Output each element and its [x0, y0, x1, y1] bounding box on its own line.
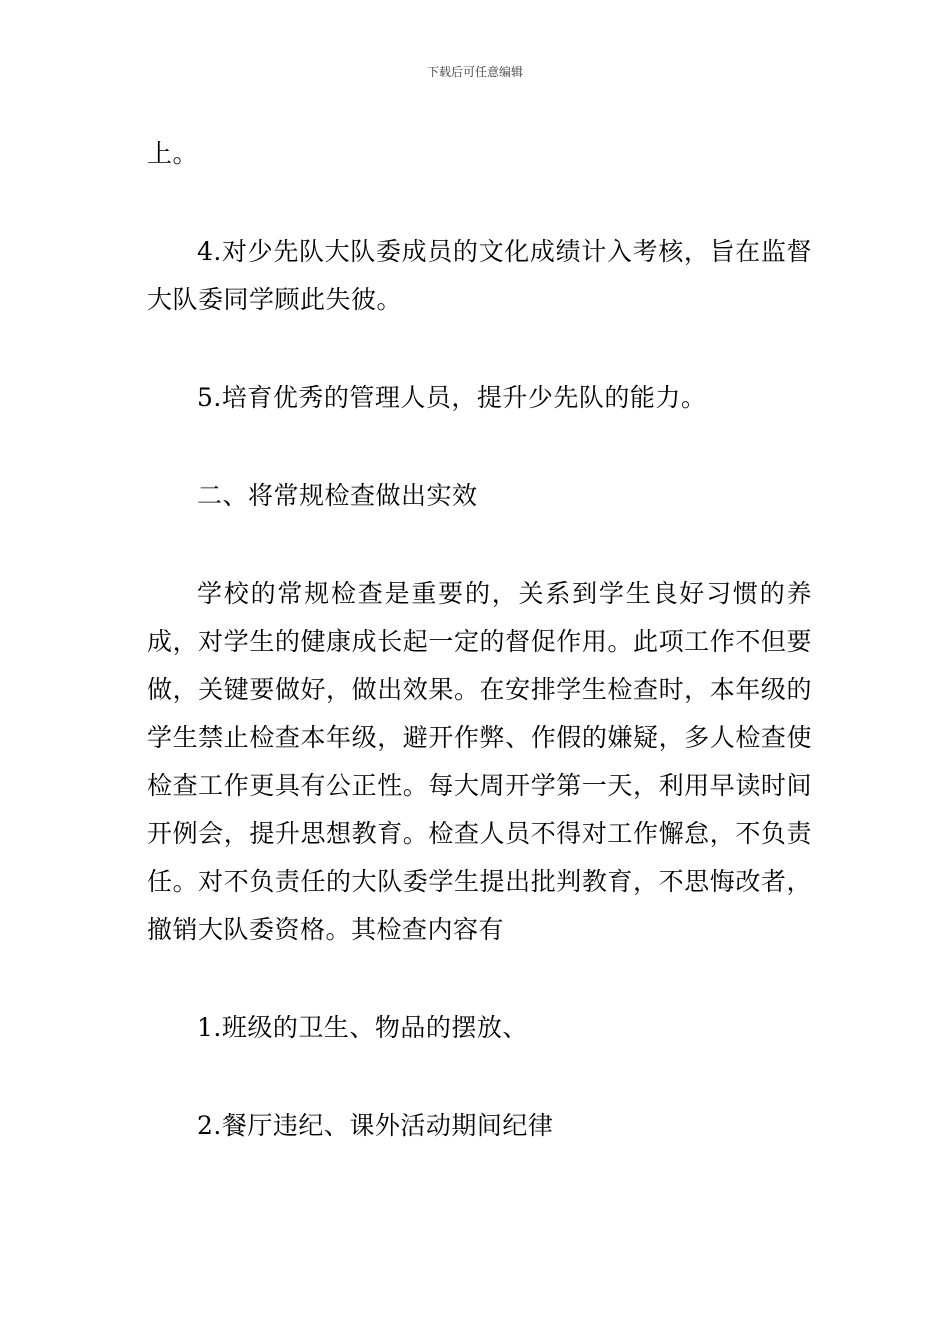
section-heading: 二、将常规检查做出实效	[197, 481, 478, 510]
list-item-1: 1.班级的卫生、物品的摆放、	[197, 1013, 528, 1042]
list-item-5: 5.培育优秀的管理人员，提升少先队的能力。	[197, 383, 707, 412]
document-body	[147, 130, 812, 1150]
paragraph-continuation: 上。	[147, 139, 199, 168]
list-item-2: 2.餐厅违纪、课外活动期间纪律	[197, 1111, 554, 1140]
page-header: 下载后可任意编辑	[426, 65, 523, 79]
list-item-4: 4.对少先队大队委成员的文化成绩计入考核，旨在监督大队委同学顾此失彼。	[147, 237, 812, 314]
body-paragraph: 学校的常规检查是重要的，关系到学生良好习惯的养成，对学生的健康成长起一定的督促作用。此项工作不但要做，关键要做好，做出效果。在安排学生检查时，本年级的学生禁止检查本年级，避开作弊、作假的嫌疑，多人检查使检查工作更具有公正性。每大周开学第一天，利用早读时间开例会，提升思想教育。检查人员不得对工作懈怠，不负责任。对不负责任的大队委学生提出批判教育，不思悔改者，撤销大队委资格。其检查内容有	[147, 579, 812, 944]
